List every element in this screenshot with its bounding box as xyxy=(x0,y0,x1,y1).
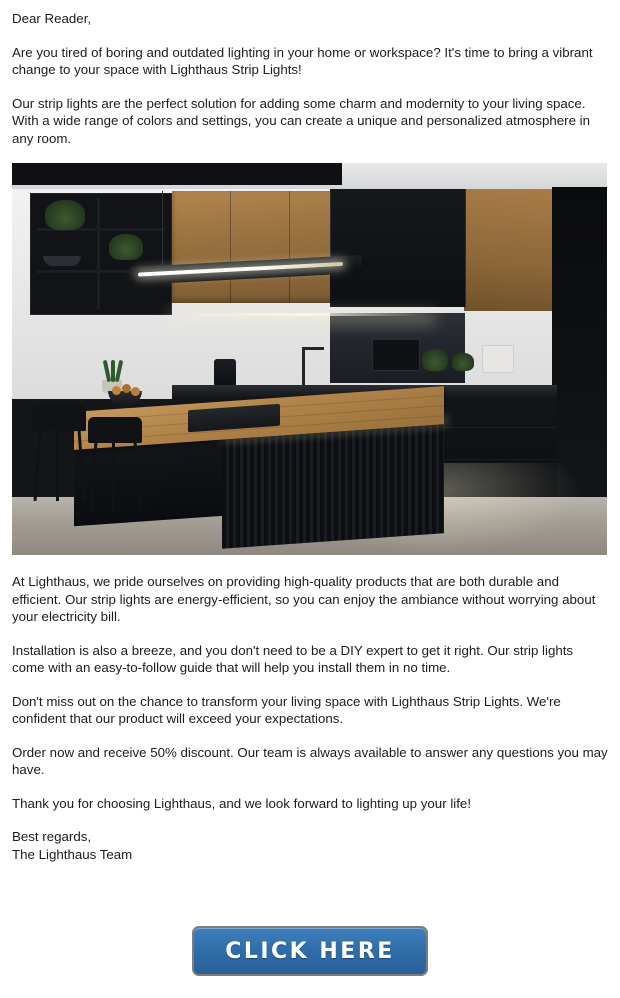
plant-leaf xyxy=(115,360,123,382)
bar-stool xyxy=(32,405,86,501)
paragraph-transform: Don't miss out on the chance to transform your living space with Lighthaus Strip Lights. We're confident that our product will exceed your expectations. xyxy=(12,693,561,726)
pendant-wire xyxy=(162,191,163,265)
plant-decor xyxy=(422,349,448,371)
cabinet-seam xyxy=(230,191,231,303)
shelf-divider xyxy=(97,198,100,310)
stool-leg xyxy=(133,441,141,513)
bar-stool xyxy=(88,417,142,513)
upper-cabinet-wood-right xyxy=(464,189,556,311)
paragraph-product-description: Our strip lights are the perfect solution for adding some charm and modernity to your living space. With a wide range of colors and settings, you can create a unique and personalized atmosphere in any room. xyxy=(12,95,591,146)
upper-cabinet-wood xyxy=(172,191,347,303)
click-here-label: CLICK HERE xyxy=(225,938,395,964)
cta-container xyxy=(0,926,620,976)
faucet xyxy=(302,347,305,387)
paragraph-thanks: Thank you for choosing Lighthaus, and we look forward to lighting up your life! xyxy=(12,795,472,811)
paragraph-quality: At Lighthaus, we pride ourselves on providing high-quality products that are both durable and efficient. Our strip lights are energy-efficient, so you can enjoy the ambiance without worrying about your electricity bill. xyxy=(12,574,596,624)
paragraph-intro: Are you tired of boring and outdated lighting in your home or workspace? It's time to bring a vibrant change to your space with Lighthaus Strip Lights! xyxy=(12,44,593,77)
cabinet-seam xyxy=(289,191,290,303)
stool-leg xyxy=(112,441,115,513)
range-hood xyxy=(330,189,466,307)
plant-decor xyxy=(45,200,85,230)
bowl-decor xyxy=(43,256,81,266)
fruit xyxy=(131,387,140,396)
salutation: Dear Reader, xyxy=(12,11,92,26)
paragraph-discount: Order now and receive 50% discount. Our team is always available to answer any questions you may have. xyxy=(12,744,608,777)
click-here-button[interactable] xyxy=(192,926,428,976)
small-appliance xyxy=(482,345,514,373)
island-slatted-front xyxy=(222,423,444,549)
plant-leaf xyxy=(103,360,111,382)
stool-leg xyxy=(89,441,97,513)
fruit xyxy=(112,386,121,395)
signature-team: The Lighthaus Team xyxy=(12,846,133,862)
stool-seat xyxy=(88,417,142,443)
stool-seat xyxy=(32,405,86,431)
upper-cabinet-left xyxy=(30,193,172,315)
ceiling-dark-panel xyxy=(12,163,342,185)
stool-leg xyxy=(77,429,85,501)
stool-leg xyxy=(33,429,41,501)
stool-leg xyxy=(56,429,59,501)
plant-decor xyxy=(109,234,143,260)
plant-decor xyxy=(452,353,474,371)
signature-regards: Best regards, xyxy=(12,829,92,844)
kettle xyxy=(214,359,236,387)
under-cabinet-led xyxy=(172,313,432,316)
paragraph-installation: Installation is also a breeze, and you don't need to be a DIY expert to get it right. Our strip lights come with an easy-to-follow guide that will help you install them in no time. xyxy=(12,642,574,675)
kitchen-photo xyxy=(12,163,607,555)
led-tube xyxy=(138,262,343,277)
fruit xyxy=(122,384,131,393)
microwave xyxy=(372,339,420,371)
pendant-wire xyxy=(330,191,331,265)
